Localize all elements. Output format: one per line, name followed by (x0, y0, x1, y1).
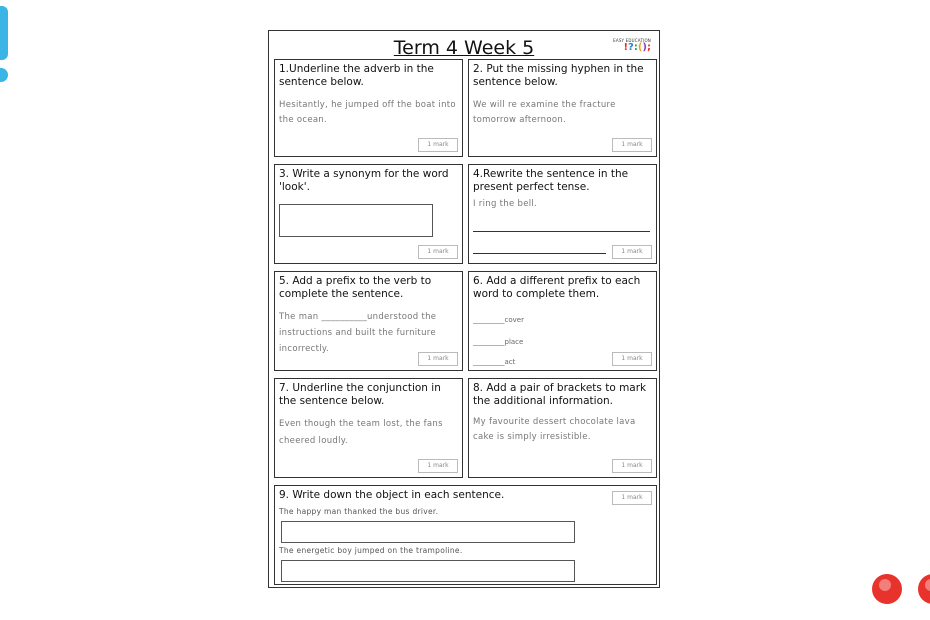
question-3-box (274, 164, 463, 264)
exclamation-decoration (0, 6, 14, 84)
question-1-prompt: 1.Underline the adverb in the sentence below. (279, 63, 434, 88)
question-9-prompt: 9. Write down the object in each sentence. (279, 489, 505, 501)
object-answer-box-2[interactable] (281, 560, 575, 582)
question-2-box (468, 59, 657, 157)
mark-box: 1 mark (612, 459, 652, 473)
question-2-sentence[interactable]: We will re examine the fracture tomorrow afternoon. (473, 100, 616, 125)
question-1-box (274, 59, 463, 157)
question-7-sentence[interactable]: Even though the team lost, the fans cheered loudly. (279, 419, 443, 446)
mark-box: 1 mark (418, 138, 458, 152)
question-3-prompt: 3. Write a synonym for the word 'look'. (279, 168, 449, 193)
question-5-sentence[interactable]: The man __________understood the instructions and built the furniture incorrectly. (279, 312, 437, 354)
question-9-box (274, 485, 657, 585)
question-7-prompt: 7. Underline the conjunction in the sentence below. (279, 382, 441, 407)
question-5-prompt: 5. Add a prefix to the verb to complete the sentence. (279, 275, 432, 300)
mark-box: 1 mark (612, 138, 652, 152)
mark-box: 1 mark (418, 245, 458, 259)
question-8-prompt: 8. Add a pair of brackets to mark the additional information. (473, 382, 647, 407)
mark-box: 1 mark (418, 352, 458, 366)
question-9-sentence-1: The happy man thanked the bus driver. (279, 507, 439, 516)
question-5-box (274, 271, 463, 371)
question-8-box (468, 378, 657, 478)
question-4-prompt: 4.Rewrite the sentence in the present perfect tense. (473, 168, 629, 193)
prefix-blank-cover[interactable]: _________cover (473, 316, 524, 324)
mark-box: 1 mark (612, 352, 652, 366)
question-6-prompt: 6. Add a different prefix to each word to complete them. (473, 275, 641, 300)
question-9-sentence-2: The energetic boy jumped on the trampoline. (279, 546, 463, 555)
question-6-box (468, 271, 657, 371)
prefix-blank-act[interactable]: _________act (473, 358, 516, 366)
answer-line[interactable] (473, 231, 650, 232)
red-ball-decoration (872, 574, 902, 604)
question-1-sentence[interactable]: Hesitantly, he jumped off the boat into the ocean. (279, 100, 456, 125)
object-answer-box-1[interactable] (281, 521, 575, 543)
prefix-blank-place[interactable]: _________place (473, 338, 524, 346)
mark-box: 1 mark (418, 459, 458, 473)
worksheet-title: Term 4 Week 5 (393, 37, 535, 59)
mark-box: 1 mark (612, 245, 652, 259)
question-4-box (468, 164, 657, 264)
red-ball-decoration (918, 574, 930, 604)
question-8-sentence[interactable]: My favourite dessert chocolate lava cake is simply irresistible. (473, 417, 636, 442)
mark-box: 1 mark (612, 491, 652, 505)
synonym-answer-box[interactable] (279, 204, 433, 237)
worksheet (268, 30, 660, 588)
question-4-sentence: I ring the bell. (473, 199, 538, 209)
brand-logo: EASY EDUCATION !?:(); (613, 38, 651, 53)
question-7-box (274, 378, 463, 478)
question-2-prompt: 2. Put the missing hyphen in the sentence below. (473, 63, 644, 88)
answer-line[interactable] (473, 253, 606, 254)
